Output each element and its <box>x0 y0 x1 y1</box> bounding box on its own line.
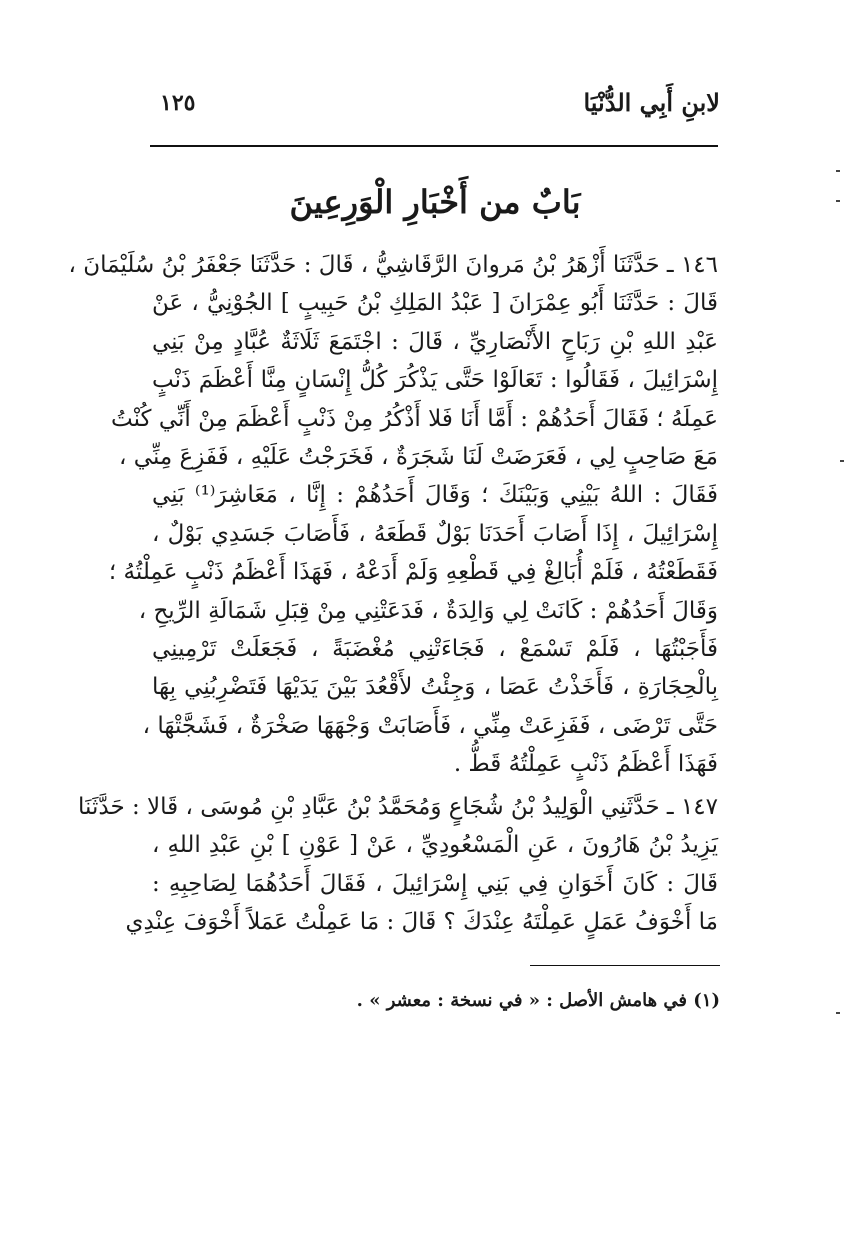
text-line: مَعَ صَاحِبٍ لِي ، فَعَرَضَتْ لَنَا شَجَرَةٌ ، فَخَرَجْتُ عَلَيْهِ ، فَفَزِعَ مِنِّي ، <box>119 444 718 471</box>
text-line: فَهَذَا أَعْظَمُ ذَنْبٍ عَمِلْتُهُ قَطُّ . <box>453 751 718 778</box>
text-line: وَقَالَ أَحَدُهُمْ : كَانَتْ لِي وَالِدَةٌ ، فَدَعَتْنِي مِنْ قِبَلِ شَمَالَةِ الرِّيحِ ، <box>138 597 718 624</box>
text-line: فَقَالَ : اللهُ بَيْنِي وَبَيْنَكَ ؛ وَقَالَ أَحَدُهُمْ : إِنَّا ، مَعَاشِرَ⁽¹⁾ بَنِي <box>152 482 718 509</box>
text-line: يَزِيدُ بْنُ هَارُونَ ، عَنِ الْمَسْعُودِيِّ ، عَنْ [ عَوْنِ ] بْنِ عَبْدِ اللهِ ، <box>152 832 718 859</box>
text-line: فَأَجَبْتُهَا ، فَلَمْ تَسْمَعْ ، فَجَاءَتْنِي مُغْضَبَةً ، فَجَعَلَتْ تَرْمِينِي <box>152 636 718 663</box>
text-line: قَالَ : كَانَ أَخَوَانِ فِي بَنِي إِسْرَائِيلَ ، فَقَالَ أَحَدُهُمَا لِصَاحِبِهِ : <box>152 870 718 897</box>
text-line: ١٤٧ ـ حَدَّثَنِي الْوَلِيدُ بْنُ شُجَاعٍ وَمُحَمَّدُ بْنُ عَبَّادِ بْنِ مُوسَى ، قَالا : حَدَّثَنَا <box>78 793 718 820</box>
entry-147 <box>78 788 718 942</box>
page-number: ١٢٥ <box>160 90 196 116</box>
footnote-divider <box>530 965 720 966</box>
text-line: مَا أَخْوَفُ عَمَلٍ عَمِلْتَهُ عِنْدَكَ ؟ قَالَ : مَا عَمِلْتُ عَمَلاً أَخْوَفَ عِنْدِي <box>125 908 718 935</box>
entry-146 <box>68 246 718 784</box>
running-header <box>150 88 720 128</box>
text-line: ١٤٦ ـ حَدَّثَنَا أَزْهَرُ بْنُ مَروانَ الرَّقَاشِيُّ ، قَالَ : حَدَّثَنَا جَعْفَرُ بْنُ سُلَيْمَانَ ، <box>68 252 718 278</box>
margin-mark <box>840 460 844 462</box>
text-line: إِسْرَائِيلَ ، فَقَالُوا : تَعَالَوْا حَتَّى يَذْكُرَ كُلُّ إِنْسَانٍ مِنَّا أَعْظَمَ ذَنْبٍ <box>152 367 718 394</box>
text-line: عَبْدِ اللهِ بْنِ رَبَاحٍ الأَنْصَارِيِّ ، قَالَ : اجْتَمَعَ ثَلَاثَةٌ عُبَّادٍ مِنْ بَنِي <box>152 328 718 355</box>
footnote: (١) في هامش الأصل : « في نسخة : معشر » . <box>356 990 720 1011</box>
body-text <box>68 246 718 941</box>
margin-mark <box>836 170 840 172</box>
text-line: إِسْرَائِيلَ ، إِذَا أَصَابَ أَحَدَنَا بَوْلٌ قَطَعَهُ ، فَأَصَابَ جَسَدِي بَوْلٌ ، <box>152 520 718 547</box>
margin-mark <box>836 200 840 202</box>
chapter-title: بَابٌ من أَخْبَارِ الْوَرِعِينَ <box>289 183 581 221</box>
header-divider <box>150 145 718 147</box>
text-line: فَقَطَعْتُهُ ، فَلَمْ أُبَالِغْ فِي قَطْعِهِ وَلَمْ أَدَعْهُ ، فَهَذَا أَعْظَمُ ذَنْبٍ عَمِلْتُهُ ؛ <box>108 559 718 586</box>
text-line: حَتَّى تَرْضَى ، فَفَزِعَتْ مِنِّي ، فَأَصَابَتْ وَجْهَهَا صَخْرَةٌ ، فَشَجَّتْهَا ، <box>142 712 718 739</box>
margin-mark <box>836 1012 840 1014</box>
text-line: بِالْحِجَارَةِ ، فَأَخَذْتُ عَصَا ، وَجِئْتُ لأَقْعُدَ بَيْنَ يَدَيْهَا فَتَضْرِبُنِي بِهَا <box>152 674 718 701</box>
text-line: عَمِلَهُ ؛ فَقَالَ أَحَدُهُمْ : أَمَّا أَنَا فَلا أَذْكُرُ مِنْ ذَنْبٍ أَعْظَمَ مِنْ أَنِّي كُنْتُ <box>111 405 718 432</box>
running-title: لابنِ أَبِي الدُّنْيَا <box>583 88 720 117</box>
text-line: قَالَ : حَدَّثَنَا أَبُو عِمْرَانَ [ عَبْدُ المَلِكِ بْنُ حَبِيبٍ ] الجُوْنِيُّ ، عَنْ <box>152 290 718 317</box>
